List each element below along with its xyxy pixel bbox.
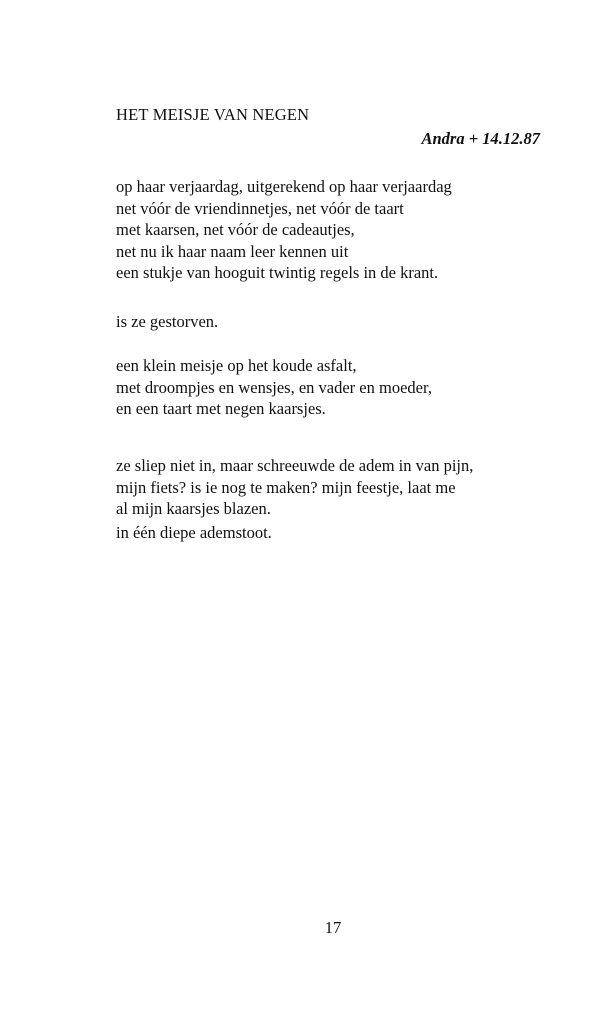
- poem-title: HET MEISJE VAN NEGEN: [116, 105, 310, 124]
- poem-line: al mijn kaarsjes blazen.: [116, 499, 271, 518]
- poem-line: in één diepe ademstoot.: [116, 523, 272, 542]
- stanza-5: [116, 522, 272, 544]
- stanza-3: [116, 355, 432, 420]
- poem-line: is ze gestorven.: [116, 312, 219, 331]
- stanza-2: [116, 311, 218, 333]
- poem-line: met kaarsen, net vóór de cadeautjes,: [116, 220, 355, 239]
- poem-line: net vóór de vriendinnetjes, net vóór de taart: [116, 198, 404, 218]
- poem-line: een stukje van hooguit twintig regels in de krant.: [116, 263, 439, 282]
- poem-line: ze sliep niet in, maar schreeuwde de adem in van pijn,: [116, 456, 474, 475]
- poem-line: met droompjes en wensjes, en vader en moeder,: [116, 377, 432, 397]
- page-number: 17: [324, 918, 342, 937]
- poem-dedication: Andra + 14.12.87: [421, 129, 540, 148]
- poem-line: op haar verjaardag, uitgerekend op haar verjaardag: [116, 177, 452, 196]
- poem-line: een klein meisje op het koude asfalt,: [116, 356, 357, 375]
- poem-line: mijn fiets? is ie nog te maken? mijn feestje, laat me: [116, 477, 456, 497]
- poem-line: net nu ik haar naam leer kennen uit: [116, 241, 349, 261]
- stanza-4: [116, 455, 473, 520]
- poem-line: en een taart met negen kaarsjes.: [116, 399, 326, 418]
- stanza-1: [116, 176, 452, 284]
